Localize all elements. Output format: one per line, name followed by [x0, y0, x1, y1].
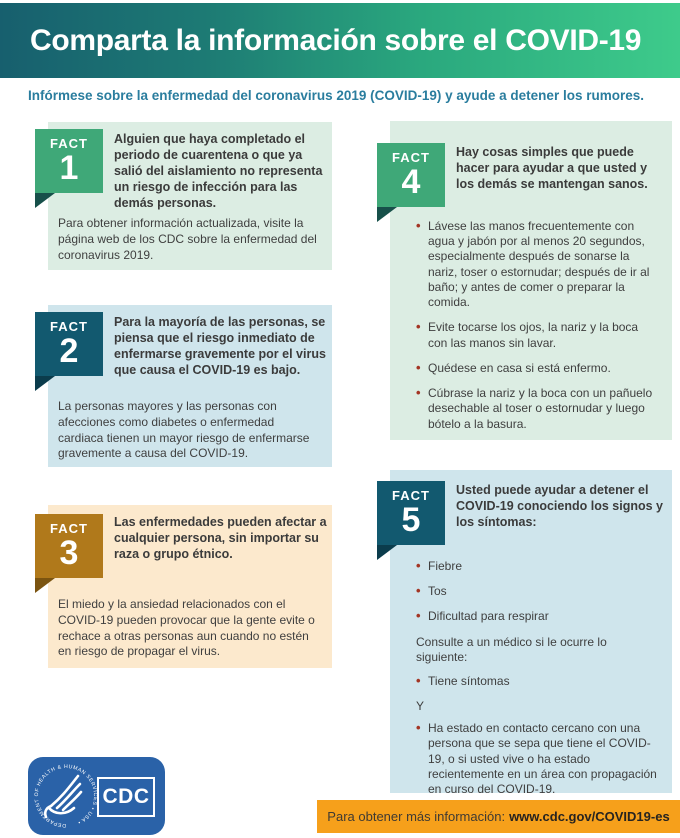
list-item: • Dificultad para respirar	[416, 609, 660, 624]
list-item: • Fiebre	[416, 559, 660, 574]
fact-5-conjunction: Y	[416, 699, 425, 714]
footer-url-link[interactable]: www.cdc.gov/COVID19-es	[509, 809, 670, 824]
fact-2-heading: Para la mayoría de las personas, se piensa que el riesgo inmediato de enfermarse gravemente por el virus que causa el COVID-19 es bajo.	[114, 315, 326, 377]
fact-2-panel	[48, 305, 332, 467]
fact-5-consult-text: Consulte a un médico si le ocurre lo siguiente:	[416, 634, 607, 665]
fact-5-heading: Usted puede ayudar a detener el COVID-19 conociendo los signos y los síntomas:	[456, 483, 663, 529]
badge-fold-shape	[377, 545, 397, 560]
fact-3-panel	[48, 505, 332, 668]
list-item: • Lávese las manos frecuentemente con agua y jabón por al menos 20 segundos, especialmente después de sonarse la nariz, toser o estornudar; después de ir al baño; y antes de comer o preparar la comida.	[416, 219, 660, 310]
fact-3-heading: Las enfermedades pueden afectar a cualquier persona, sin importar su raza o grupo étnico.	[114, 515, 327, 561]
fact-5-symptom-list	[390, 559, 672, 625]
page-title: Comparta la información sobre el COVID-19	[30, 23, 642, 57]
fact-2-badge	[35, 312, 103, 376]
fact-5-contact-list	[390, 721, 672, 797]
fact-badge-number: 5	[401, 501, 421, 539]
fact-4-badge	[377, 143, 445, 207]
fact-badge-label: FACT	[50, 319, 88, 334]
fact-1-panel	[48, 122, 332, 270]
badge-fold-shape	[377, 207, 397, 222]
fact-5-consult-list	[390, 674, 672, 689]
cdc-wordmark: CDC	[97, 777, 155, 817]
fact-badge-number: 3	[59, 534, 79, 572]
hhs-eagle-icon	[32, 762, 100, 830]
fact-badge-label: FACT	[392, 488, 430, 503]
header-banner	[0, 3, 680, 78]
fact-badge-number: 4	[401, 163, 421, 201]
fact-5-panel	[390, 470, 672, 797]
fact-badge-label: FACT	[50, 136, 88, 151]
fact-4-list	[390, 219, 672, 432]
badge-fold-shape	[35, 193, 55, 208]
cdc-logo	[28, 757, 165, 835]
badge-fold-shape	[35, 578, 55, 593]
list-item: • Cúbrase la nariz y la boca con un pañuelo desechable al toser o estornudar y luego bótelo a la basura.	[416, 386, 660, 432]
fact-badge-number: 2	[59, 332, 79, 370]
list-item: • Evite tocarse los ojos, la nariz y la boca con las manos sin lavar.	[416, 320, 660, 350]
fact-badge-label: FACT	[50, 521, 88, 536]
badge-fold-shape	[35, 376, 55, 391]
list-item: • Tiene síntomas	[416, 674, 660, 689]
seal-text: DEPARTMENT OF HEALTH & HUMAN SERVICES • USA •	[33, 763, 99, 829]
list-item: • Quédese en casa si está enfermo.	[416, 361, 660, 376]
list-item: • Ha estado en contacto cercano con una persona que se sepa que tiene el COVID-19, o si usted vive o ha estado recientemente en un área con propagación en curso del COVID-19.	[416, 721, 660, 797]
fact-2-body: La personas mayores y las personas con afecciones como diabetes o enfermedad cardiaca tienen un mayor riesgo de enfermarse gravemente a causa del COVID-19.	[58, 399, 310, 461]
fact-1-badge	[35, 129, 103, 193]
svg-text:DEPARTMENT OF HEALTH & HUMAN S	[34, 764, 98, 828]
fact-3-body: El miedo y la ansiedad relacionados con el COVID-19 pueden provocar que la gente evite o rechace a otras personas aun cuando no estén en riesgo de propagar el virus.	[58, 597, 315, 659]
fact-4-heading: Hay cosas simples que puede hacer para ayudar a que usted y los demás se mantengan sanos.	[456, 145, 648, 191]
footer-bar	[317, 800, 680, 833]
fact-badge-label: FACT	[392, 150, 430, 165]
fact-1-body: Para obtener información actualizada, visite la página web de los CDC sobre la enfermedad del coronavirus 2019.	[58, 216, 317, 262]
fact-3-badge	[35, 514, 103, 578]
fact-1-heading: Alguien que haya completado el periodo de cuarentena o que ya salió del aislamiento no representa un riesgo de infección para las demás personas.	[114, 132, 323, 210]
fact-5-badge	[377, 481, 445, 545]
footer-label: Para obtener más información:	[327, 809, 506, 824]
subtitle: Infórmese sobre la enfermedad del coronavirus 2019 (COVID-19) y ayude a detener los rumores.	[28, 88, 644, 103]
fact-badge-number: 1	[59, 149, 79, 187]
list-item: • Tos	[416, 584, 660, 599]
fact-4-panel	[390, 121, 672, 440]
